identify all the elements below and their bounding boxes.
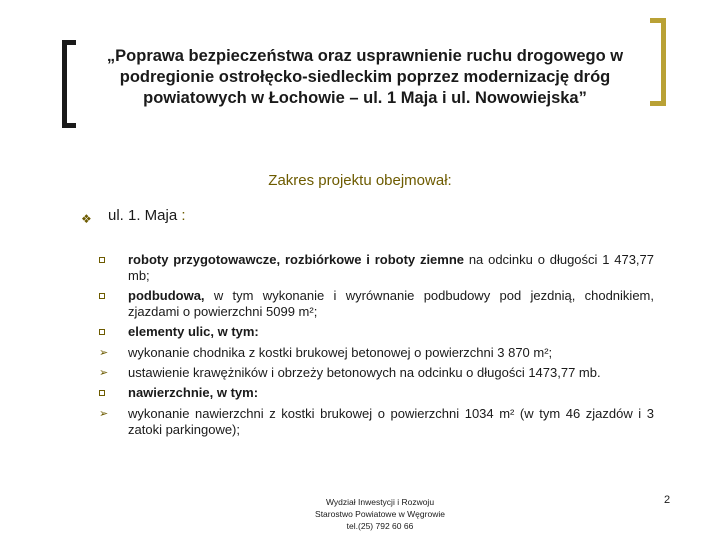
slide-title: „Poprawa bezpieczeństwa oraz usprawnienie ruchu drogowego w podregionie ostrołęcko-siedleckim poprzez modernizację dróg powiatowych w Łochowie – ul. 1 Maja i ul. Nowowiejska” [106,47,624,107]
footer-department: Wydział Inwestycji i Rozwoju [325,497,435,507]
list-item [99,406,654,438]
list-item [99,324,654,341]
list-item-text [128,385,654,402]
arrow-bullet-icon: ➢ [99,367,109,379]
list-item-text [128,365,654,381]
list-item-bold-text: podbudowa, [128,288,205,303]
section-heading-label: ul. 1. Maja [108,207,178,224]
list-item-bold-text: nawierzchnie, w tym: [128,385,259,400]
arrow-bullet-icon: ➢ [99,347,109,359]
slide-subtitle: Zakres projektu obejmował: [268,172,452,189]
left-bracket-decoration [62,40,76,128]
list-item-text [128,288,654,320]
list-item-text [128,324,654,341]
square-bullet-icon [99,385,128,402]
square-bullet-icon [99,252,128,284]
list-item-bold-text: roboty przygotowawcze, rozbiórkowe i roboty ziemne [128,252,465,267]
diamond-cross-icon: ❖ [81,212,92,226]
list-item-bold-text: elementy ulic, w tym: [128,324,259,339]
footer-phone: tel.(25) 792 60 66 [346,521,414,531]
list-item [99,288,654,320]
footer [250,496,510,532]
square-bullet-icon [99,324,128,341]
list-item-plain-text: wykonanie chodnika z kostki brukowej betonowej o powierzchni 3 870 m²; [128,345,553,360]
section-heading [108,207,186,224]
right-bracket-decoration [650,18,666,106]
list-item [99,385,654,402]
list-item-plain-text: ustawienie krawężników i obrzeży betonowych na odcinku o długości 1473,77 mb. [128,365,601,380]
list-item [99,365,654,381]
square-bullet-icon [99,288,128,320]
list-item-plain-text: na odcinku o długości 1 473,77 mb; [128,252,654,283]
list-item-plain-text: wykonanie nawierzchni z kostki brukowej o powierzchni 1034 m² (w tym 46 zjazdów i 3 zatoki parkingowe); [128,406,654,437]
scope-items-list [99,252,654,442]
arrow-bullet-icon: ➢ [99,408,109,420]
list-item [99,345,654,361]
page-number: 2 [664,494,671,506]
footer-office: Starostwo Powiatowe w Węgrowie [315,509,445,519]
list-item [99,252,654,284]
list-item-text [128,345,654,361]
section-heading-suffix: : [177,207,186,224]
list-item-text [128,252,654,284]
list-item-plain-text: w tym wykonanie i wyrównanie podbudowy pod jezdnią, chodnikiem, zjazdami o powierzchni 5099 m²; [128,288,654,319]
list-item-text [128,406,654,438]
